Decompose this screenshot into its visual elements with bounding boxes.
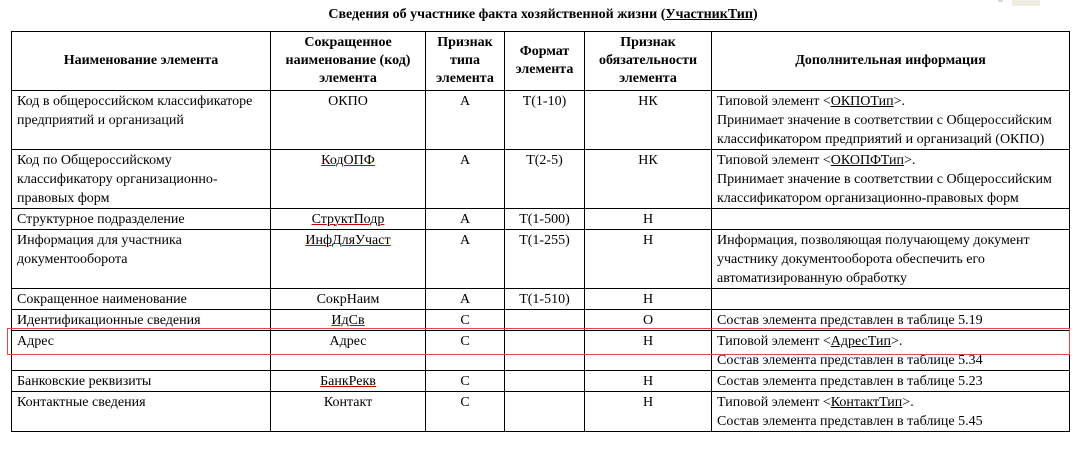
- cell-required: НК: [585, 91, 712, 150]
- table-row: [12, 230, 1070, 289]
- cell-required: Н: [585, 289, 712, 310]
- cell-info: Состав элемента представлен в таблице 5.23: [712, 371, 1070, 392]
- info-type-link[interactable]: КонтактТип: [830, 395, 903, 410]
- cell-required: НК: [585, 150, 712, 209]
- cell-format: [505, 310, 585, 331]
- cell-name: Структурное подразделение: [12, 209, 271, 230]
- cell-name: Идентификационные сведения: [12, 310, 271, 331]
- info-suffix: >.: [902, 395, 914, 410]
- cell-name: Код по Общероссийскому классификатору организационно-правовых форм: [12, 150, 271, 209]
- cell-format: T(1-255): [505, 230, 585, 289]
- table-row-highlighted: [12, 310, 1070, 331]
- cell-format: T(1-10): [505, 91, 585, 150]
- cell-code: СокрНаим: [271, 289, 426, 310]
- cell-code: [271, 230, 426, 289]
- cell-required: Н: [585, 230, 712, 289]
- cell-code: [271, 310, 426, 331]
- title-type-name[interactable]: УчастникТип: [665, 7, 753, 22]
- table-row: [12, 392, 1070, 432]
- cell-code: Адрес: [271, 331, 426, 371]
- cell-format: [505, 371, 585, 392]
- table-header-row: [12, 32, 1070, 91]
- code-text: ИнфДляУчаст: [305, 233, 391, 248]
- cell-info: [712, 392, 1070, 432]
- cell-format: [505, 331, 585, 371]
- cell-type: А: [426, 289, 505, 310]
- info-text: Состав элемента представлен в таблице 5.45: [717, 414, 983, 429]
- table-row: [12, 150, 1070, 209]
- table-row: [12, 91, 1070, 150]
- info-prefix: Типовой элемент <: [717, 395, 831, 410]
- info-text: Состав элемента представлен в таблице 5.34: [717, 353, 983, 368]
- info-suffix: >.: [903, 153, 916, 168]
- header-format: Формат элемента: [505, 32, 585, 91]
- cell-info: [712, 150, 1070, 209]
- cell-required: О: [585, 310, 712, 331]
- code-text: КодОПФ: [321, 153, 375, 168]
- cell-name: Информация для участника документооборота: [12, 230, 271, 289]
- cell-code: ОКПО: [271, 91, 426, 150]
- info-suffix: >.: [890, 334, 903, 349]
- header-name: Наименование элемента: [12, 32, 271, 91]
- cell-type: С: [426, 392, 505, 432]
- code-text: СтруктПодр: [311, 212, 385, 227]
- cell-type: А: [426, 91, 505, 150]
- info-type-link[interactable]: ОКОПФТип: [830, 153, 904, 168]
- info-text: Принимает значение в соответствии с Общероссийским классификатором организационно-правовых форм: [717, 172, 1052, 206]
- info-prefix: Типовой элемент <: [717, 334, 831, 349]
- title-prefix: Сведения об участнике факта хозяйственной жизни (: [328, 7, 666, 22]
- table-row: [12, 331, 1070, 371]
- cell-type: С: [426, 331, 505, 371]
- cell-required: Н: [585, 331, 712, 371]
- header-required: Признак обязательности элемента: [585, 32, 712, 91]
- info-text: Принимает значение в соответствии с Общероссийским классификатором предприятий и организаций (ОКПО): [717, 113, 1052, 147]
- info-type-link[interactable]: АдресТип: [830, 334, 891, 349]
- cell-format: T(1-510): [505, 289, 585, 310]
- cell-type: А: [426, 150, 505, 209]
- cell-info: Состав элемента представлен в таблице 5.19: [712, 310, 1070, 331]
- spec-table: [11, 31, 1070, 432]
- cell-format: T(1-500): [505, 209, 585, 230]
- cell-required: Н: [585, 209, 712, 230]
- cell-info: [712, 331, 1070, 371]
- cell-format: T(2-5): [505, 150, 585, 209]
- cell-info: [712, 91, 1070, 150]
- info-type-link[interactable]: ОКПОТип: [830, 94, 894, 109]
- header-code: Сокращенное наименование (код) элемента: [271, 32, 426, 91]
- cell-type: А: [426, 230, 505, 289]
- info-suffix: >.: [893, 94, 905, 109]
- code-text: ИдСв: [331, 313, 365, 328]
- code-text: БанкРекв: [320, 374, 376, 389]
- cell-info: Информация, позволяющая получающему документ участнику документооборота обеспечить его автоматизированную обработку: [712, 230, 1070, 289]
- cell-required: Н: [585, 371, 712, 392]
- info-prefix: Типовой элемент <: [717, 153, 831, 168]
- table-row: [12, 209, 1070, 230]
- info-prefix: Типовой элемент <: [717, 94, 831, 109]
- cell-code: [271, 150, 426, 209]
- cell-type: А: [426, 209, 505, 230]
- corner-artifact: [998, 0, 1003, 2]
- cell-type: С: [426, 371, 505, 392]
- cell-code: Контакт: [271, 392, 426, 432]
- cell-code: [271, 371, 426, 392]
- cell-name: Контактные сведения: [12, 392, 271, 432]
- cell-name: Сокращенное наименование: [12, 289, 271, 310]
- cell-info: [712, 209, 1070, 230]
- cell-info: [712, 289, 1070, 310]
- cell-required: Н: [585, 392, 712, 432]
- title-suffix: ): [752, 7, 758, 22]
- cell-type: С: [426, 310, 505, 331]
- table-title: [0, 6, 1086, 24]
- cell-name: Банковские реквизиты: [12, 371, 271, 392]
- cell-format: [505, 392, 585, 432]
- cell-code: [271, 209, 426, 230]
- table-row: [12, 289, 1070, 310]
- cell-name: Код в общероссийском классификаторе предприятий и организаций: [12, 91, 271, 150]
- header-type: Признак типа элемента: [426, 32, 505, 91]
- cell-name: Адрес: [12, 331, 271, 371]
- header-info: Дополнительная информация: [712, 32, 1070, 91]
- table-row: [12, 371, 1070, 392]
